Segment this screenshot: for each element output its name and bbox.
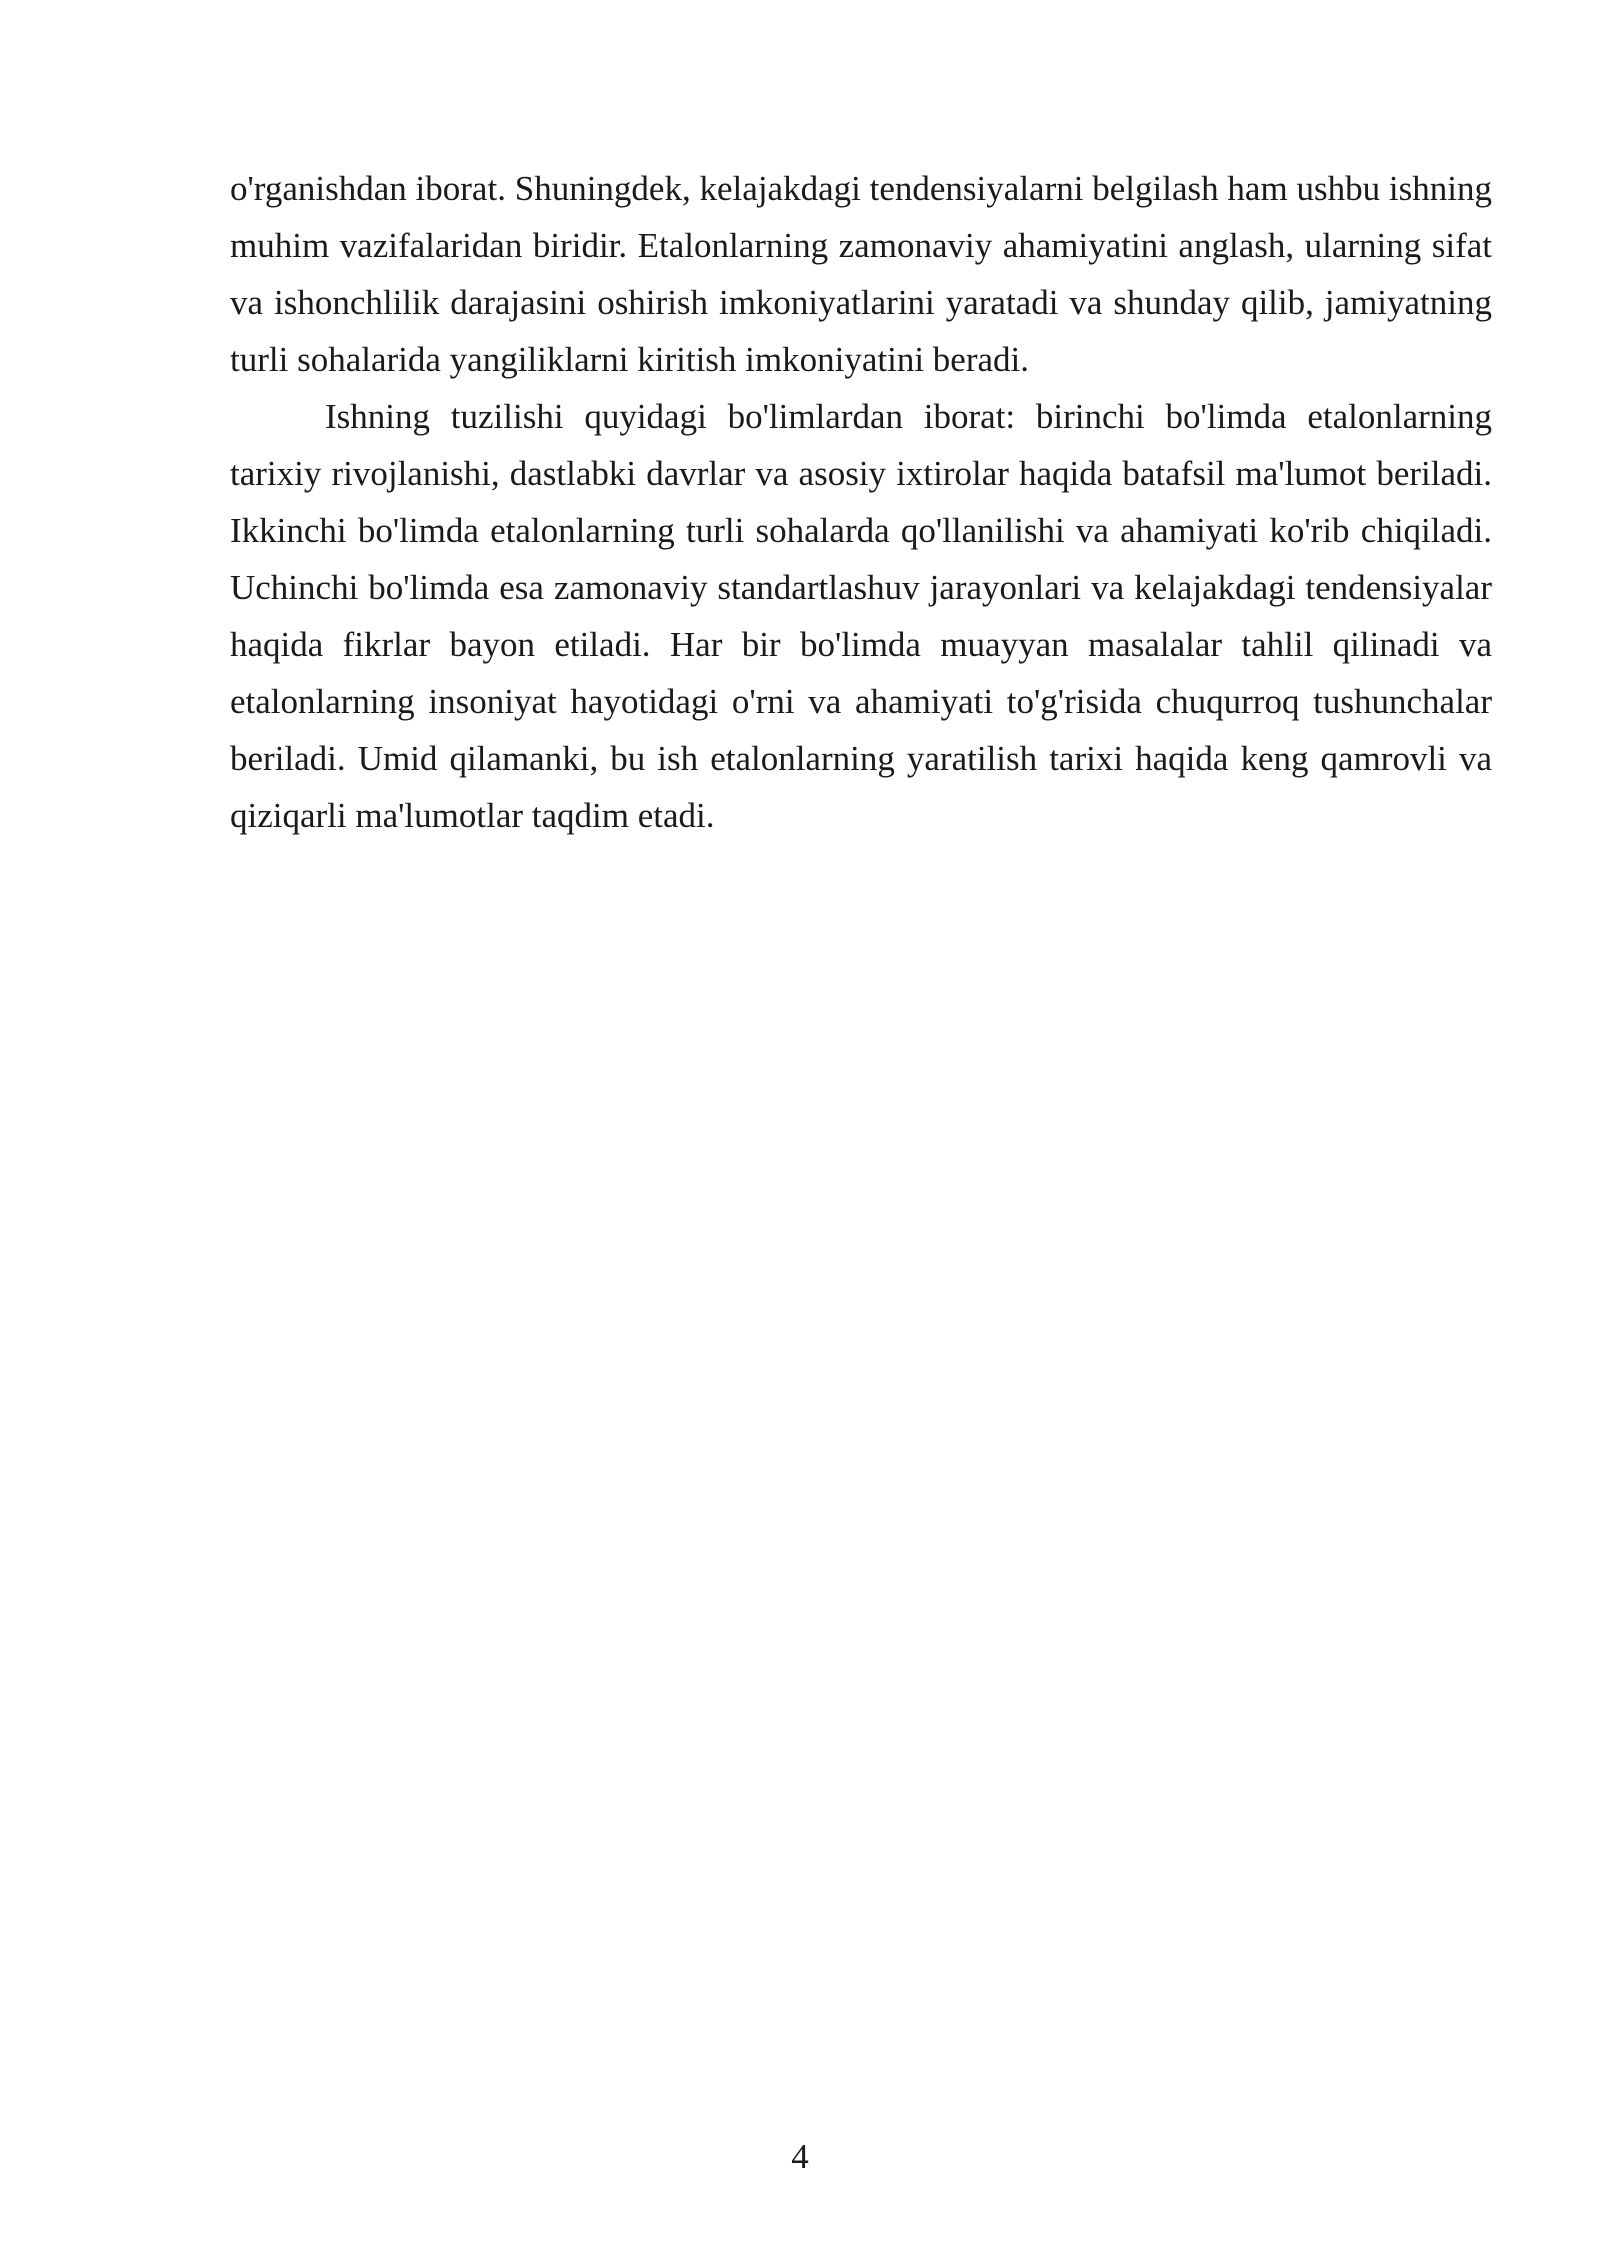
paragraph-continuation: o'rganishdan iborat. Shuningdek, kelajakdagi tendensiyalarni belgilash ham ushbu ishning muhim vazifalaridan biridir. Etalonlarning zamonaviy ahamiyatini anglash, ularning sifat va ishonchlilik darajasini oshirish imkoniyatlarini yaratadi va shunday qilib, jamiyatning turli sohalarida yangiliklarni kiritish imkoniyatini beradi. (230, 169, 1492, 379)
page-number: 4 (791, 2137, 809, 2176)
paragraph-structure: Ishning tuzilishi quyidagi bo'limlardan iborat: birinchi bo'limda etalonlarning tarixiy rivojlanishi, dastlabki davrlar va asosiy ixtirolar haqida batafsil ma'lumot beriladi. Ikkinchi bo'limda etalonlarning turli sohalarda qo'llanilishi va ahamiyati ko'rib chiqiladi. Uchinchi bo'limda esa zamonaviy standartlashuv jarayonlari va kelajakdagi tendensiyalar haqida fikrlar bayon etiladi. Har bir bo'limda muayyan masalalar tahlil qilinadi va etalonlarning insoniyat hayotidagi o'rni va ahamiyati to'g'risida chuqurroq tushunchalar beriladi. Umid qilamanki, bu ish etalonlarning yaratilish tarixi haqida keng qamrovli va qiziqarli ma'lumotlar taqdim etadi. (230, 397, 1492, 835)
body-text (230, 160, 1492, 844)
